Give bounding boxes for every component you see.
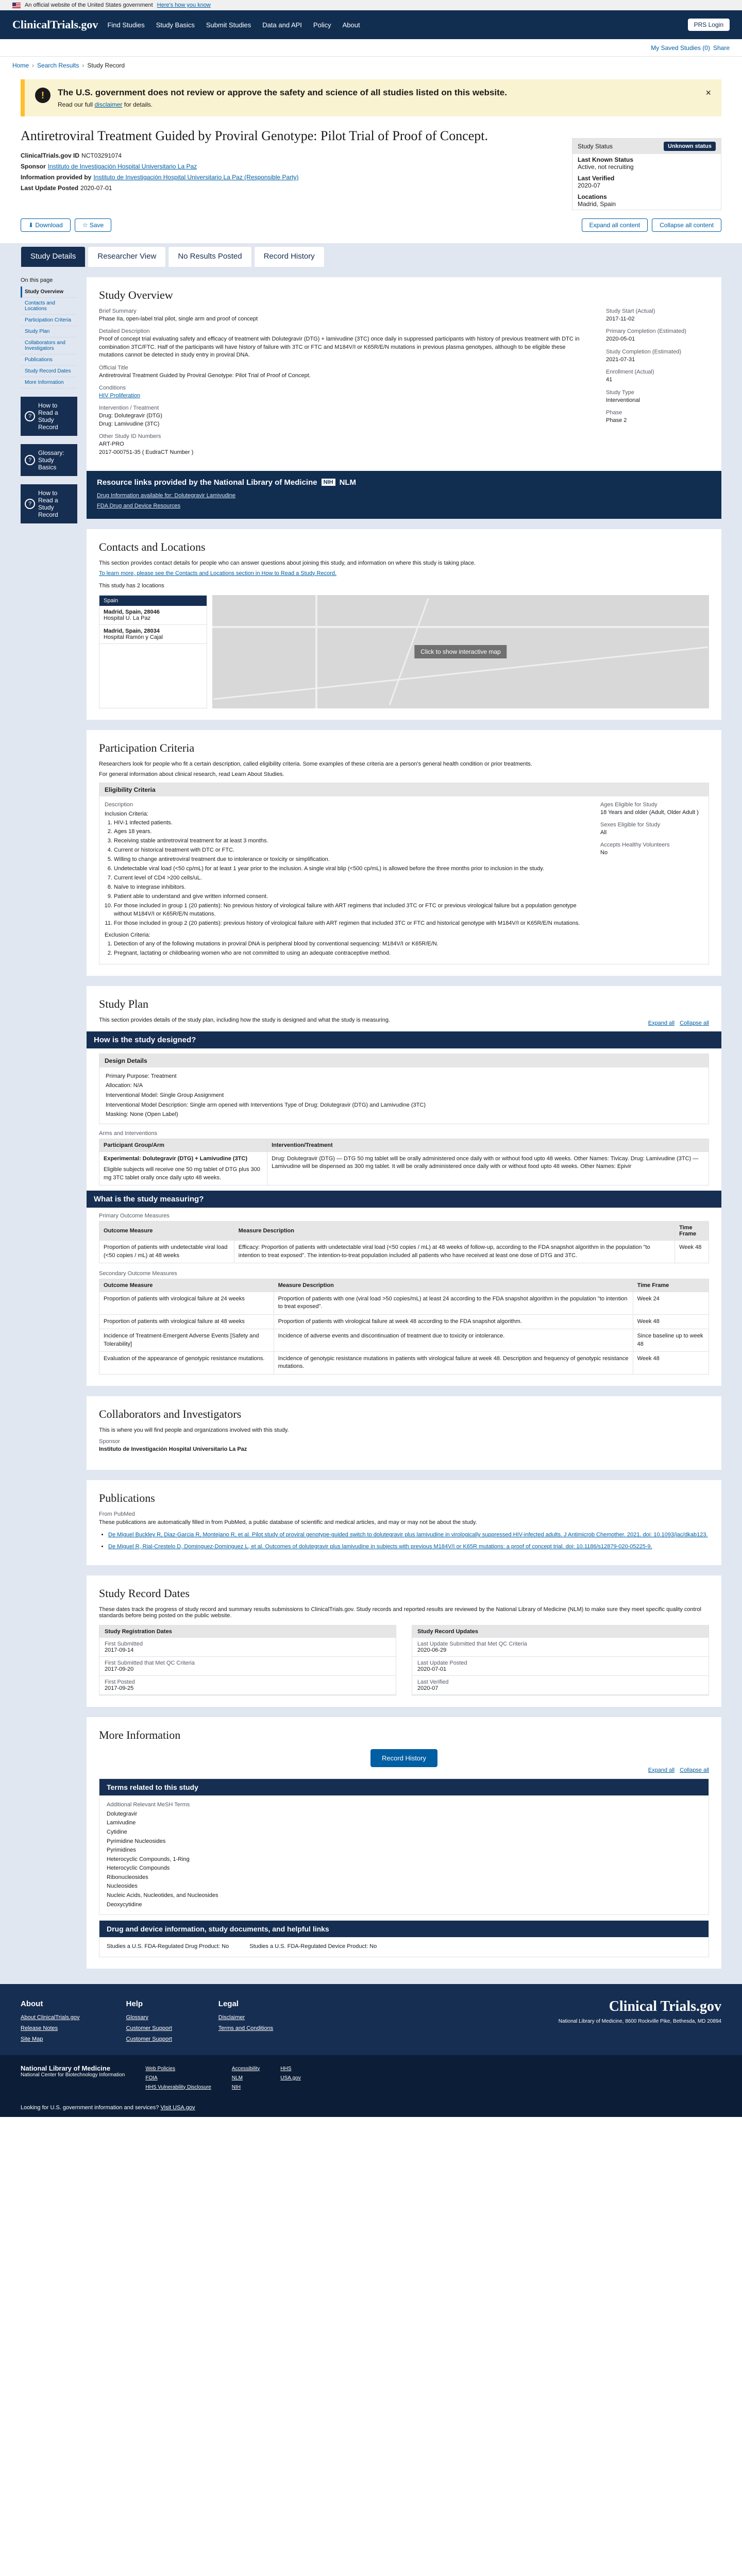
gov-banner-link[interactable]: Here's how you know <box>157 2 211 8</box>
close-icon[interactable]: × <box>705 88 711 98</box>
nlm-title: Resource links provided by the National Library of Medicine <box>97 478 317 487</box>
prs-login-button[interactable]: PRS Login <box>688 19 730 31</box>
collab-intro: This is where you will find people and organizations involved with this study. <box>99 1427 289 1433</box>
record-dates-section <box>87 1575 721 1707</box>
study-id: NCT03291074 <box>81 152 122 160</box>
exclusion-list: 1. Detection of any of the following mutations in proviral DNA is peripheral blood by conventional sequencing: M184V/I or K65R/E/N. 2. Pregnant, lactating or childbearing women who are not committed to using an adequate contraceptive method. <box>105 940 590 958</box>
study-overview-section: Study Overview Brief Summary Phase IIa, open-label trial pilot, single arm and proof of concept Detailed Description Proof of concept trial evaluating safety and efficacy of treatment with Dolutegravir (DTG) + lamivudine (3TC) once daily in suppressed participants with history of previous treatment with DTC in combination 3TC/FTC. Half of the participants will have history of failure with 3TC or FTC and M184V/I or K65R/E/N mutations in previous plasma genotypes, although to be eligible these mutations cannot be detected in study entry in proviral DNA. Official Title Antiretroviral Treatment Guided by Proviral Genotype: Pilot Trial of Proof of Concept. Conditions HIV Proliferation Intervention / Treatment Drug: Dolutegravir (DTG) Drug: Lamivudine (3TC) Other Study ID Numbers ART-PRO 2017-000751-35 ( EudraCT Number ) Study Start (Actual) 2017-11-02 Primary Completion (Estimated) 2020-05-01 Study Completion (Estimated) 2021-07-31 Enrollment (Actual) 41 Study Type Interventional Phase Phase 2 Resource links provided by the National Library of Medicine NIH NLM Drug Information available for: Dolutegravir Lamivudine FDA Drug and Device Resources <box>87 277 721 519</box>
side-nav-item-publications[interactable]: Publications <box>21 354 77 366</box>
sub-bar <box>0 39 742 57</box>
dates-intro: These dates track the progress of study record and summary results submissions to ClinicalTrials.gov. Study records and reported results are reviewed by the National Library of Medicine (NLM) to make sure they meet specific quality control standards before being posted on the public website. <box>99 1606 701 1619</box>
participation-general: For general information about clinical research, read Learn About Studies. <box>99 771 284 777</box>
official-title: Antiretroviral Treatment Guided by Proviral Genotype: Pilot Trial of Proof of Concept. <box>99 372 311 379</box>
participation-section <box>87 730 721 976</box>
footer-link[interactable]: Release Notes <box>21 2025 58 2031</box>
download-button[interactable]: ⬇ Download <box>21 218 71 232</box>
location-count: This study has 2 locations <box>99 582 164 589</box>
breadcrumb-search-results[interactable]: Search Results <box>37 62 79 69</box>
main-column <box>87 277 721 1969</box>
help-card[interactable]: ? How to Read a Study Record <box>21 484 77 523</box>
share-link[interactable]: Share <box>713 44 730 52</box>
breadcrumb-home[interactable]: Home <box>12 62 29 69</box>
chevron-right-icon: › <box>32 62 35 69</box>
registration-dates: Study Registration Dates First Submitted 2017-09-14 First Submitted that Met QC Criteria 2017-09-20 First Posted 2017-09-25 <box>99 1625 396 1696</box>
footer-logo: Clinical Trials.gov <box>609 1998 721 2014</box>
footer-link[interactable]: NLM <box>231 2075 243 2081</box>
side-nav-title: On this page <box>21 277 53 283</box>
study-header <box>0 116 742 214</box>
disclaimer-alert <box>21 79 721 116</box>
table-row: Proportion of patients with virological failure at 24 weeks Proportion of patients with one (viral load >50 copies/mL) at least 24 according to the FDA snapshot algorithm in the population "to intention to treat exposed". Week 24 <box>99 1292 709 1315</box>
bottom-bar: Looking for U.S. government information and services? Visit USA.gov <box>0 2102 742 2117</box>
eligibility-title: Eligibility Criteria <box>99 783 709 796</box>
sponsor-link[interactable]: Instituto de Investigación Hospital Universitario La Paz <box>47 163 197 171</box>
nlm-resource-banner: Resource links provided by the National Library of Medicine NIH NLM Drug Information available for: Dolutegravir Lamivudine FDA Drug and Device Resources <box>87 471 721 519</box>
nav-find-studies[interactable]: Find Studies <box>107 21 145 29</box>
study-actions <box>0 214 742 243</box>
footer-link[interactable]: FOIA <box>145 2075 158 2081</box>
footer-link[interactable]: NIH <box>231 2084 241 2090</box>
disclaimer-text: Read our full disclaimer for details. <box>58 101 153 108</box>
section-title: Study Record Dates <box>99 1587 190 1600</box>
footer-link[interactable]: HHS Vulnerability Disclosure <box>145 2084 211 2090</box>
us-flag-icon <box>12 3 21 8</box>
usa-gov-link[interactable]: Visit USA.gov <box>160 2104 195 2111</box>
side-nav-item-collaborators[interactable]: Collaborators and Investigators <box>21 337 77 354</box>
status-card <box>572 138 721 210</box>
map-overlay-label[interactable]: Click to show interactive map <box>414 645 507 658</box>
status-row: Last Known Status Active, not recruiting <box>578 156 634 171</box>
last-update-row: Last Update Posted 2020-07-01 <box>21 184 112 192</box>
gov-banner <box>0 0 742 10</box>
publications-intro: These publications are automatically filled in from PubMed, a public database of scientific and medical articles, and may or may not be about the study. <box>99 1519 477 1526</box>
collapse-all-link[interactable]: Collapse all <box>680 1767 709 1774</box>
tab-record-history[interactable]: Record History <box>254 246 325 267</box>
section-title: Publications <box>99 1492 155 1505</box>
book-icon: ? <box>25 499 35 509</box>
fda-resources-link[interactable]: FDA Drug and Device Resources <box>97 502 181 509</box>
study-tabs <box>0 243 742 267</box>
contacts-section <box>87 529 721 720</box>
study-title: Antiretroviral Treatment Guided by Proviral Genotype: Pilot Trial of Proof of Concept. <box>21 128 488 143</box>
terms-accordion: Terms related to this study Additional Relevant MeSH Terms Dolutegravir Lamivudine Cytidine Pyrimidine Nucleosides Pyrimidines Heterocyclic Compounds, 1-Ring Heterocyclic Compounds Ribonucleosides Nucleosides Nucleic Acids, Nucleotides, and Nucleosides Deoxycytidine <box>99 1778 709 1915</box>
disclaimer-title: The U.S. government does not review or approve the safety and science of all studies listed on this website. <box>58 88 507 97</box>
expand-all-link[interactable]: Expand all <box>648 1020 675 1026</box>
contacts-learn: To learn more, please see the Contacts and Locations section in How to Read a Study Record. <box>99 570 337 577</box>
footer-link[interactable]: About ClinicalTrials.gov <box>21 2014 80 2021</box>
info-row: Information provided by Instituto de Investigación Hospital Universitario La Paz (Responsible Party) <box>21 174 299 181</box>
other-id: ART-PRO <box>99 441 124 448</box>
footer-link[interactable]: USA.gov <box>280 2075 301 2081</box>
design-details: Design Details Primary Purpose: Treatment Allocation: N/A Interventional Model: Single Group Assignment Interventional Model Description: Single arm opened with Interventions Type of Drug: Dolutegravir (DTG) and Lamivudine (3TC) Masking: None (Open Label) <box>99 1054 709 1124</box>
chevron-right-icon: › <box>82 62 85 69</box>
detailed-description: Proof of concept trial evaluating safety and efficacy of treatment with Dolutegravir (DTG) + lamivudine (3TC) once daily in suppressed participants with history of previous treatment with DTC in combination 3TC/FTC. Half of the participants will have history of failure with 3TC or FTC and M184V/I or K65R/E/N mutations in previous plasma genotypes, although to be eligible these mutations cannot be detected in study entry in proviral DNA. <box>99 336 580 359</box>
save-button[interactable]: ☆ Save <box>75 218 111 232</box>
table-row: Experimental: Dolutegravir (DTG) + Lamivudine (3TC) Eligible subjects will receive one 50 mg tablet of DTG plus 300 mg 3TC tablet orally once daily upto 48 weeks. Drug: Dolutegravir (DTG) — DTG 50 mg tablet will be orally administered once daily with or without food upto 48 weeks. Other Names: Tivicay. Drug: Lamivudine (3TC) — Lamivudine will be dispensed as 300 mg tablet. It will be orally administered once daily with or without food upto 48 weeks. Other Names: Epivir <box>99 1152 709 1185</box>
footer-link[interactable]: Terms and Conditions <box>218 2025 274 2031</box>
location-country: Spain <box>99 596 207 606</box>
site-header <box>0 10 742 39</box>
breadcrumb-current: Study Record <box>87 62 125 69</box>
section-title: Study Plan <box>99 997 148 1010</box>
primary-outcomes-table: Outcome Measure Measure Description Time Frame Proportion of patients with undetectable viral load (<50 copies / mL) at 48 weeks Efficacy: Proportion of patients with undetectable viral load (<50 copies / mL) at 48 weeks of follow-up, according to the FDA snapshot algorithm in the population "to intention to treat exposed". The intention-to-treat population included all patients who have received at least one dose of DTG and 3TC. Week 48 <box>99 1221 709 1263</box>
book-icon: ? <box>25 455 35 465</box>
plan-intro: This section provides details of the study plan, including how the study is designed and what the study is measuring. <box>99 1016 390 1023</box>
list-item: • De Miguel R, Rial-Crestelo D, Dominguez-Dominguez L, et al. Outcomes of dolutegravir plus lamivudine in subjects with previous M184V/I or K65R mutations: a proof of concept trial. doi: 10.1186/s12879-020-05225-9. <box>108 1543 709 1551</box>
side-nav-item-dates[interactable]: Study Record Dates <box>21 366 77 377</box>
section-title: More Information <box>99 1728 181 1742</box>
more-info-section <box>87 1717 721 1969</box>
collapse-all-button[interactable]: Collapse all content <box>652 218 721 232</box>
nav-policy[interactable]: Policy <box>313 21 331 29</box>
collab-sponsor: Instituto de Investigación Hospital Universitario La Paz <box>99 1446 247 1452</box>
nav-submit-studies[interactable]: Submit Studies <box>206 21 251 29</box>
publications-section: Publications From PubMed These publications are automatically filled in from PubMed, a public database of scientific and medical articles, and may or may not be about the study. • De Miguel Buckley R, Diaz-Garcia R, Montejano R, et al. Pilot study of proviral genotype-guided switch to dolutegravir plus lamivudine in virologically suppressed HIV-infected adults. J Antimicrob Chemother. 2021. doi: 10.1093/jac/dkab123. • De Miguel R, Rial-Crestelo D, Dominguez-Dominguez L, et al. Outcomes of dolutegravir plus lamivudine in subjects with previous M184V/I or K65R mutations: a proof of concept trial. doi: 10.1186/s12879-020-05225-9. <box>87 1480 721 1565</box>
help-card[interactable]: ? How to Read a Study Record <box>21 397 77 436</box>
section-title: Contacts and Locations <box>99 540 206 553</box>
tab-researcher-view[interactable]: Researcher View <box>88 246 166 267</box>
intervention-item: Drug: Dolutegravir (DTG) <box>99 413 162 419</box>
collaborators-section: Collaborators and Investigators This is where you will find people and organizations involved with this study. Sponsor Instituto de Investigación Hospital Universitario La Paz <box>87 1396 721 1470</box>
section-title: Participation Criteria <box>99 741 195 754</box>
side-nav-item-plan[interactable]: Study Plan <box>21 326 77 337</box>
study-plan-section: Study Plan This section provides details of the study plan, including how the study is designed and what the study is measuring. Expand all Collapse all How is the study designed? Design Details Primary Purpose: Treatment Allocation: N/A Interventional Model: Single Group Assignment Interventional Model Description: Single arm opened with Interventions Type of Drug: Dolutegravir (DTG) and Lamivudine (3TC) Masking: None (Open Label) Arms and Interventions Participant Group/Arm Intervention/Treatment Experimental: Dolutegravir (DTG) + Lamivudine (3TC) Eligible subjects will receive one 50 mg tablet of DTG plus 300 mg 3TC tablet orally once daily upto 48 weeks. Drug: Dolutegravir (DTG) — DTG 50 mg tablet will be orally administered once daily with or without food upto 48 weeks. Other Names: Tivicay. Drug: Lamivudine (3TC) — Lamivudine will be dispensed as 300 mg tablet. It will be orally administered once daily with or without food upto 48 weeks. Other Names: Epivir What is the study measuring? Primary Outcome Measures Outcome Measure Measure Description Time Frame Proportion of patients with undetectable viral load (<50 copies / mL) at 48 weeks Efficacy: Proportion of patients with undetectable viral load (<50 copies / mL) at 48 weeks of follow-up, according to the FDA snapshot algorithm in the population "to intention to treat exposed". The intention-to-treat population included all patients who have received at least one dose of DTG and 3TC. Week 48 Secondary Outcome Measures Outcome Measure Measure Description Time Frame Proportion of patients with virological failure at 24 weeks Proportion of patients with one (viral load >50 copies/mL) at least 24 according to the FDA snapshot algorithm in the population "to intention to treat exposed". Week 24 Proportion of patients with virological failure at 48 weeks Proportion of patients with virological failure at week 48 according to the FDA snapshot algorithm. Week 48 Incidence of Treatment-Emergent Adverse Events [Safety and Tolerability] Incidence of adverse events and discontinuation of treatment due to toxicity or intolerance. Since baseline up to week 48 Evaluation of the appearance of genotypic resistance mutations. Incidence of genotypic resistance mutations in patients with virological failure at week 48. Description and frequency of genotypic resistance mutations. Week 48 <box>87 986 721 1386</box>
nlm-logo: National Library of Medicine <box>21 2064 111 2072</box>
drug-info-header[interactable]: Drug and device information, study documents, and helpful links <box>99 1921 709 1937</box>
nav-data-api[interactable]: Data and API <box>262 21 302 29</box>
section-title: Collaborators and Investigators <box>99 1407 242 1420</box>
table-row: Proportion of patients with virological failure at 48 weeks Proportion of patients with virological failure at week 48 according to the FDA snapshot algorithm. Week 48 <box>99 1314 709 1329</box>
side-nav-item-more-info[interactable]: More Information <box>21 377 77 388</box>
status-row: Last Verified 2020-07 <box>578 175 615 189</box>
help-card[interactable]: ? Glossary: Study Basics <box>21 444 77 476</box>
info-provider-link[interactable]: Instituto de Investigación Hospital Universitario La Paz (Responsible Party) <box>93 174 299 181</box>
site-logo[interactable]: ClinicalTrials.gov <box>12 18 98 31</box>
nav-study-basics[interactable]: Study Basics <box>156 21 195 29</box>
footer-link[interactable]: Customer Support <box>126 2025 172 2031</box>
list-item[interactable]: Madrid, Spain, 28034 Hospital Ramón y Cajal <box>99 625 207 644</box>
brief-summary: Phase IIa, open-label trial pilot, single arm and proof of concept <box>99 316 258 322</box>
expand-all-link[interactable]: Expand all <box>648 1767 675 1774</box>
inclusion-list: 1. HIV-1 infected patients. 2. Ages 18 years. 3. Receiving stable antiretroviral treatment for at least 3 months. 4. Current or historical treatment with DTC or FTC. 5. Willing to change antiretroviral treatment due to intolerance or toxicity or simplification. 6. Undetectable viral load (<50 cp/mL) for at least 1 year prior to the inclusion. A single viral blip (<500 cp/mL) is allowed before the three months prior to inclusion in the study. 7. Current level of CD4 >200 cells/uL. 8. Naïve to integrase inhibitors. 9. Patient able to understand and give written informed consent. 10. For those included in group 1 (20 patients): No previous history of virological failure with ART regimens that included 3TC or FTC or previous virological failure but a population genotype without M184V/I or K65R/E/N mutations. 11. For those included in group 2 (20 patients): previous history of virological failure with ART regimen that included 3TC or FTC and historical genotype with M184V/I or K65R/E/N mutations. <box>105 819 590 928</box>
footer-link[interactable]: Disclaimer <box>218 2014 245 2021</box>
intervention-item: Drug: Lamivudine (3TC) <box>99 420 160 427</box>
book-icon: ? <box>25 411 35 421</box>
saved-studies-link[interactable]: My Saved Studies (0) <box>651 44 710 52</box>
site-footer: About About ClinicalTrials.gov Release Notes Site Map Help Glossary Customer Support Customer Support Legal Disclaimer Terms and Conditions Clinical Trials.gov National Library of Medicine, 8600 Rockville Pike, Bethesda, MD 20894 <box>0 1984 742 2055</box>
measure-accordion[interactable]: What is the study measuring? <box>87 1191 721 1208</box>
secondary-outcomes-table: Outcome Measure Measure Description Time Frame Proportion of patients with virological failure at 24 weeks Proportion of patients with one (viral load >50 copies/mL) at least 24 according to the FDA snapshot algorithm in the population "to intention to treat exposed". Week 24 Proportion of patients with virological failure at 48 weeks Proportion of patients with virological failure at week 48 according to the FDA snapshot algorithm. Week 48 Incidence of Treatment-Emergent Adverse Events [Safety and Tolerability] Incidence of adverse events and discontinuation of treatment due to toxicity or intolerance. Since baseline up to week 48 Evaluation of the appearance of genotypic resistance mutations. Incidence of genotypic resistance mutations in patients with virological failure at week 48. Description and frequency of genotypic resistance mutations. Week 48 <box>99 1279 709 1375</box>
nlm-footer: National Library of Medicine National Center for Biotechnology Information Web Policies FOIA HHS Vulnerability Disclosure Accessibility NLM NIH HHS USA.gov <box>0 2055 742 2102</box>
section-title: Study Overview <box>99 289 173 301</box>
disclaimer-link[interactable]: disclaimer <box>94 101 123 108</box>
sponsor-row: Sponsor Instituto de Investigación Hospital Universitario La Paz <box>21 163 197 171</box>
tab-no-results-posted[interactable]: No Results Posted <box>168 246 251 267</box>
location-map[interactable] <box>212 595 709 708</box>
contacts-intro: This section provides contact details for people who can answer questions about joining this study, and information on where this study is taking place. <box>99 560 476 566</box>
tab-study-details[interactable]: Study Details <box>21 246 86 267</box>
content-area <box>0 267 742 1984</box>
list-item: • De Miguel Buckley R, Diaz-Garcia R, Montejano R, et al. Pilot study of proviral genotype-guided switch to dolutegravir plus lamivudine in virologically suppressed HIV-infected adults. J Antimicrob Chemother. 2021. doi: 10.1093/jac/dkab123. <box>108 1531 709 1539</box>
footer-link[interactable]: Web Policies <box>145 2065 175 2072</box>
arms-table: Participant Group/Arm Intervention/Treatment Experimental: Dolutegravir (DTG) + Lamivudine (3TC) Eligible subjects will receive one 50 mg tablet of DTG plus 300 mg 3TC tablet orally once daily upto 48 weeks. Drug: Dolutegravir (DTG) — DTG 50 mg tablet will be orally administered once daily with or without food upto 48 weeks. Other Names: Tivicay. Drug: Lamivudine (3TC) — Lamivudine will be dispensed as 300 mg tablet. It will be orally administered once daily with or without food upto 48 weeks. Other Names: Epivir <box>99 1139 709 1185</box>
footer-link[interactable]: Glossary <box>126 2014 148 2021</box>
side-nav-item-overview[interactable]: Study Overview <box>21 286 77 298</box>
status-badge: Unknown status <box>664 142 716 151</box>
other-id: 2017-000751-35 ( EudraCT Number ) <box>99 449 194 455</box>
status-row: Locations Madrid, Spain <box>578 193 616 208</box>
table-row: Incidence of Treatment-Emergent Adverse Events [Safety and Tolerability] Incidence of adverse events and discontinuation of treatment due to toxicity or intolerance. Since baseline up to week 48 <box>99 1329 709 1352</box>
collapse-all-link[interactable]: Collapse all <box>680 1020 709 1026</box>
side-nav <box>21 277 77 1969</box>
location-list <box>99 595 207 708</box>
gov-banner-text: An official website of the United States government <box>25 2 153 8</box>
participation-intro: Researchers look for people who fit a certain description, called eligibility criteria. Some examples of these criteria are a person's general health condition or prior treatments. <box>99 760 532 767</box>
side-nav-item-contacts[interactable]: Contacts and Locations <box>21 298 77 315</box>
nav-about[interactable]: About <box>342 21 360 29</box>
design-accordion[interactable]: How is the study designed? <box>87 1031 721 1048</box>
drug-info-link[interactable]: Drug Information available for: Dolutegravir Lamivudine <box>97 492 236 499</box>
table-row: Proportion of patients with undetectable viral load (<50 copies / mL) at 48 weeks Efficacy: Proportion of patients with undetectable viral load (<50 copies / mL) at 48 weeks of follow-up, according to the FDA snapshot algorithm in the population "to intention to treat exposed". The intention-to-treat population included all patients who have received at least one dose of DTG and 3TC. Week 48 <box>99 1241 709 1263</box>
eligibility-box: Eligibility Criteria Description Inclusion Criteria: 1. HIV-1 infected patients. 2. Ages 18 years. 3. Receiving stable antiretroviral treatment for at least 3 months. 4. Current or historical treatment with DTC or FTC. 5. Willing to change antiretroviral treatment due to intolerance or toxicity or simplification. 6. Undetectable viral load (<50 cp/mL) for at least 1 year prior to the inclusion. A single viral blip (<500 cp/mL) is allowed before the three months prior to inclusion in the study. 7. Current level of CD4 >200 cells/uL. 8. Naïve to integrase inhibitors. 9. Patient able to understand and give written informed consent. 10. For those included in group 1 (20 patients): No previous history of virological failure with ART regimens that included 3TC or FTC or previous virological failure but a population genotype without M184V/I or K65R/E/N mutations. 11. For those included in group 2 (20 patients): previous history of virological failure with ART regimen that included 3TC or FTC and historical genotype with M184V/I or K65R/E/N mutations. Exclusion Criteria: 1. Detection of any of the following mutations in proviral DNA is peripheral blood by conventional sequencing: M184V/I or K65R/E/N. 2. Pregnant, lactating or childbearing women who are not committed to using an adequate contraceptive method. Ages Eligible for Study 18 Years and older (Adult, Older Adult ) Sexes Eligible for Study All Accepts Healthy Volunteers No <box>99 783 709 964</box>
record-history-button[interactable]: Record History <box>370 1749 437 1767</box>
side-nav-item-participation[interactable]: Participation Criteria <box>21 315 77 326</box>
breadcrumb <box>0 57 742 74</box>
record-updates: Study Record Updates Last Update Submitted that Met QC Criteria 2020-06-29 Last Update Posted 2020-07-01 Last Verified 2020-07 <box>412 1625 709 1696</box>
list-item[interactable]: Madrid, Spain, 28046 Hospital U. La Paz <box>99 606 207 625</box>
drug-info-accordion: Drug and device information, study documents, and helpful links Studies a U.S. FDA-Regulated Drug Product: No Studies a U.S. FDA-Regulated Device Product: No <box>99 1920 709 1957</box>
status-card-title: Study Status <box>578 143 613 150</box>
table-row: Evaluation of the appearance of genotypic resistance mutations. Incidence of genotypic resistance mutations in patients with virological failure at week 48. Description and frequency of genotypic resistance mutations. Week 48 <box>99 1351 709 1374</box>
footer-link[interactable]: Site Map <box>21 2036 43 2042</box>
main-nav <box>107 21 687 29</box>
footer-link[interactable]: HHS <box>280 2065 292 2072</box>
condition-link[interactable]: HIV Proliferation <box>99 392 141 399</box>
warning-icon: ! <box>35 88 50 103</box>
expand-all-button[interactable]: Expand all content <box>582 218 648 232</box>
footer-link[interactable]: Accessibility <box>231 2065 260 2072</box>
terms-header[interactable]: Terms related to this study <box>99 1779 709 1795</box>
nih-logo-icon: NIH <box>322 479 335 486</box>
footer-link[interactable]: Customer Support <box>126 2036 172 2042</box>
study-id-row: ClinicalTrials.gov ID NCT03291074 <box>21 152 122 160</box>
